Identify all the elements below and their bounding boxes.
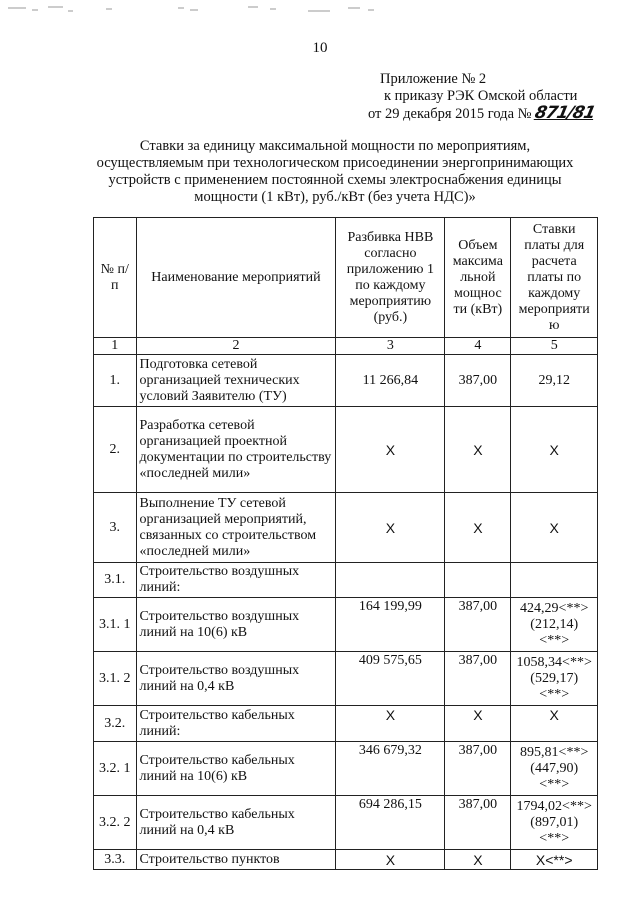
row-number: 3.2. 2 bbox=[94, 796, 137, 850]
nvv-value: 164 199,99 bbox=[336, 598, 445, 652]
activity-name: Выполнение ТУ сетевой организацией мероприятий, связанных со строительством «последней мили» bbox=[136, 493, 336, 563]
document-title bbox=[70, 138, 600, 206]
power-value: 387,00 bbox=[445, 355, 511, 407]
activity-name: Строительство кабельных линий: bbox=[136, 706, 336, 742]
rate-value: 424,29<**> (212,14) <**> bbox=[511, 598, 598, 652]
title-line-4: мощности (1 кВт), руб./кВт (без учета НДС)» bbox=[194, 189, 476, 205]
row-number: 3.3. bbox=[94, 850, 137, 870]
rate-value: X<**> bbox=[511, 850, 598, 870]
header-max-power: Объем максима льной мощнос ти (кВт) bbox=[445, 218, 511, 338]
header-rate: Ставки платы для расчета платы по каждому мероприяти ю bbox=[511, 218, 598, 338]
activity-name: Строительство кабельных линий на 0,4 кВ bbox=[136, 796, 336, 850]
power-value: X bbox=[445, 706, 511, 742]
row-number: 3.1. 2 bbox=[94, 652, 137, 706]
handwritten-order-number: 871/81 bbox=[533, 103, 597, 123]
scan-artifacts bbox=[8, 3, 388, 15]
column-number: 5 bbox=[511, 338, 598, 355]
power-value: X bbox=[445, 407, 511, 493]
rate-value: X bbox=[511, 407, 598, 493]
power-value bbox=[445, 563, 511, 598]
nvv-value: 694 286,15 bbox=[336, 796, 445, 850]
rate-value: X bbox=[511, 706, 598, 742]
activity-name: Строительство пунктов bbox=[136, 850, 336, 870]
column-number-row bbox=[94, 338, 598, 355]
order-date-text: от 29 декабря 2015 года № bbox=[368, 106, 532, 122]
column-number: 4 bbox=[445, 338, 511, 355]
rate-value: X bbox=[511, 493, 598, 563]
power-value: X bbox=[445, 850, 511, 870]
activity-name: Строительство воздушных линий на 10(6) кВ bbox=[136, 598, 336, 652]
appendix-order-ref: к приказу РЭК Омской области bbox=[384, 88, 578, 104]
table-row bbox=[94, 850, 598, 870]
table-header-row bbox=[94, 218, 598, 338]
activity-name: Разработка сетевой организацией проектной документации по строительству «последней мили» bbox=[136, 407, 336, 493]
activity-name: Строительство кабельных линий на 10(6) кВ bbox=[136, 742, 336, 796]
column-number: 1 bbox=[94, 338, 137, 355]
table-row bbox=[94, 706, 598, 742]
table-row bbox=[94, 407, 598, 493]
nvv-value bbox=[336, 563, 445, 598]
nvv-value: 346 679,32 bbox=[336, 742, 445, 796]
row-number: 3.1. 1 bbox=[94, 598, 137, 652]
nvv-value: X bbox=[336, 407, 445, 493]
nvv-value: 11 266,84 bbox=[336, 355, 445, 407]
page-number: 10 bbox=[312, 40, 328, 56]
title-line-3: устройств с применением постоянной схемы электроснабжения единицы bbox=[108, 172, 562, 188]
header-activity-name: Наименование мероприятий bbox=[136, 218, 336, 338]
appendix-label: Приложение № 2 bbox=[380, 71, 487, 87]
nvv-value: X bbox=[336, 493, 445, 563]
power-value: 387,00 bbox=[445, 742, 511, 796]
activity-name: Строительство воздушных линий на 0,4 кВ bbox=[136, 652, 336, 706]
power-value: X bbox=[445, 493, 511, 563]
rate-value: 1794,02<**> (897,01) <**> bbox=[511, 796, 598, 850]
activity-name: Строительство воздушных линий: bbox=[136, 563, 336, 598]
table-row bbox=[94, 493, 598, 563]
table-row bbox=[94, 355, 598, 407]
appendix-order-date bbox=[368, 105, 630, 123]
power-value: 387,00 bbox=[445, 598, 511, 652]
title-line-1: Ставки за единицу максимальной мощности по мероприятиям, bbox=[139, 138, 531, 154]
nvv-value: 409 575,65 bbox=[336, 652, 445, 706]
row-number: 1. bbox=[94, 355, 137, 407]
header-nvv-breakdown: Разбивка НВВ согласно приложению 1 по каждому мероприятию (руб.) bbox=[336, 218, 445, 338]
row-number: 3.2. bbox=[94, 706, 137, 742]
rates-table bbox=[93, 217, 598, 870]
title-line-2: осуществляемым при технологическом присоединении энергопринимающих bbox=[96, 155, 574, 171]
row-number: 3.1. bbox=[94, 563, 137, 598]
power-value: 387,00 bbox=[445, 796, 511, 850]
rate-value: 29,12 bbox=[511, 355, 598, 407]
rate-value: 895,81<**> (447,90) <**> bbox=[511, 742, 598, 796]
power-value: 387,00 bbox=[445, 652, 511, 706]
header-number: № п/п bbox=[94, 218, 137, 338]
rate-value: 1058,34<**> (529,17) <**> bbox=[511, 652, 598, 706]
column-number: 2 bbox=[136, 338, 336, 355]
activity-name: Подготовка сетевой организацией технических условий Заявителю (ТУ) bbox=[136, 355, 336, 407]
nvv-value: X bbox=[336, 850, 445, 870]
rate-value bbox=[511, 563, 598, 598]
table-row bbox=[94, 796, 598, 850]
table-row bbox=[94, 742, 598, 796]
nvv-value: X bbox=[336, 706, 445, 742]
row-number: 3.2. 1 bbox=[94, 742, 137, 796]
table-row bbox=[94, 563, 598, 598]
appendix-header bbox=[368, 71, 630, 123]
table-row bbox=[94, 598, 598, 652]
column-number: 3 bbox=[336, 338, 445, 355]
row-number: 2. bbox=[94, 407, 137, 493]
row-number: 3. bbox=[94, 493, 137, 563]
table-row bbox=[94, 652, 598, 706]
